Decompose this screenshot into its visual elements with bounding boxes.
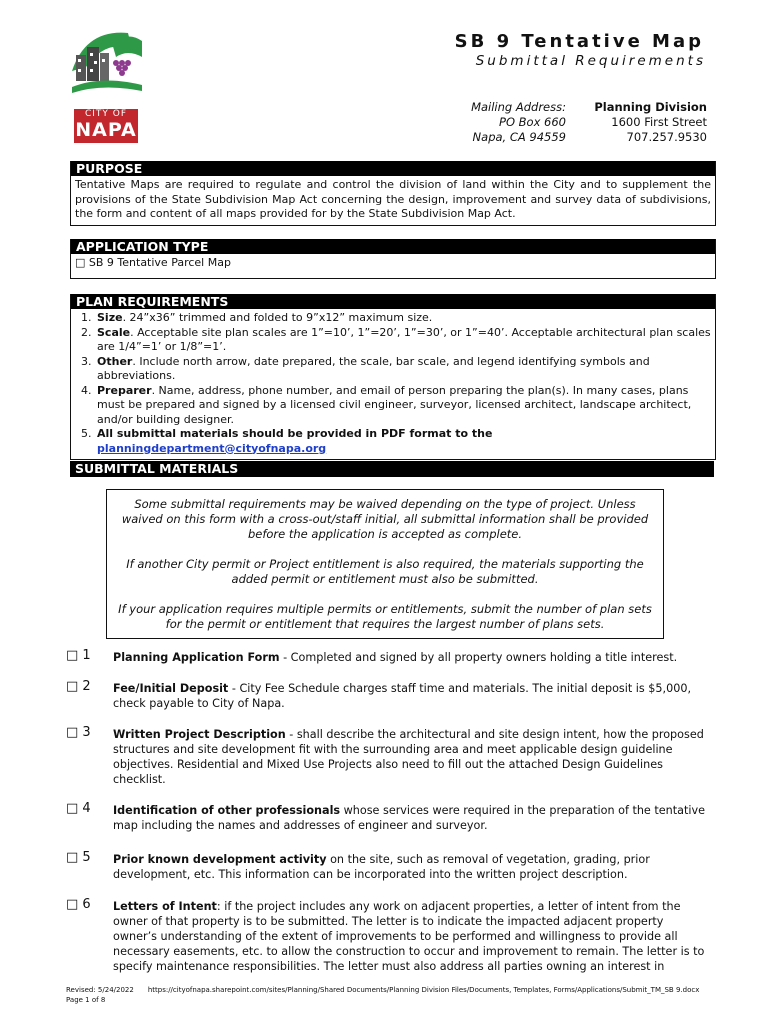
submittal-materials-heading: SUBMITTAL MATERIALS: [70, 461, 714, 477]
page-number: Page 1 of 8: [66, 996, 106, 1004]
submittal-checkbox[interactable]: □ 6: [66, 897, 91, 912]
submittal-checkbox[interactable]: □ 5: [66, 850, 91, 865]
plan-item: 2. Scale. Acceptable site plan scales are 1”=10’, 1”=20’, 1”=30’, or 1”=40’. Acceptable architectural plan scales are 1/4”=1’ or 1/8”=1’.: [95, 326, 711, 355]
division-name: Planning Division: [594, 100, 707, 114]
logo-napa: NAPA: [75, 119, 137, 141]
document-path: https://cityofnapa.sharepoint.com/sites/Planning/Shared Documents/Planning Division Files/Documents, Templates, Forms/Applications/Submit_TM_SB 9.docx: [147, 986, 700, 994]
application-option-sb9[interactable]: □ SB 9 Tentative Parcel Map: [75, 256, 231, 269]
note-waiver: Some submittal requirements may be waived depending on the type of project. Unless waived on this form with a cross-out/staff initial, all submittal information shall be provided before the application is accepted as complete.: [121, 497, 649, 541]
plan-item: 4. Preparer. Name, address, phone number, and email of person preparing the plan(s). In many cases, plans must be prepared and signed by a licensed civil engineer, surveyor, licensed architect, landscape architect, and/or building designer.: [95, 384, 711, 428]
division-street: 1600 First Street: [611, 115, 707, 129]
purpose-section: [70, 161, 716, 226]
application-type-heading: APPLICATION TYPE: [71, 239, 715, 254]
submittal-checkbox[interactable]: □ 3: [66, 725, 91, 740]
page-footer: [66, 985, 716, 1005]
mailing-label: Mailing Address:: [471, 100, 566, 114]
plan-requirements-list: [73, 311, 711, 456]
purpose-text: Tentative Maps are required to regulate and control the division of land within the City and to supplement the provisions of the State Subdivision Map Act concerning the design, improvement and survey data of subdivisions, the form and content of all maps provided for by the State Subdivision Map Act.: [75, 178, 711, 220]
plan-item: 3. Other. Include north arrow, date prepared, the scale, bar scale, and legend identifying symbols and abbreviations.: [95, 355, 711, 384]
submittal-note-box: [106, 489, 664, 639]
application-type-section: [70, 239, 716, 279]
submittal-checkbox[interactable]: □ 2: [66, 679, 91, 694]
page-title: SB 9 Tentative Map: [454, 31, 704, 52]
plan-requirements-section: [70, 294, 716, 460]
submittal-checkbox[interactable]: □ 1: [66, 648, 91, 663]
note-multiple-permits: If your application requires multiple permits or entitlements, submit the number of plan sets for the permit or entitlement that requires the largest number of plans sets.: [118, 602, 652, 631]
mailing-address: [471, 100, 566, 145]
mailing-po-box: PO Box 660: [499, 115, 566, 129]
plan-item: 1. Size. 24”x36” trimmed and folded to 9”x12” maximum size.: [95, 311, 711, 326]
purpose-heading: PURPOSE: [71, 161, 715, 176]
city-of-napa-logo: [72, 27, 142, 145]
revised-date: Revised: 5/24/2022: [66, 986, 134, 994]
note-additional-permit: If another City permit or Project entitlement is also required, the materials supporting the added permit or entitlement must also be submitted.: [126, 557, 644, 586]
plan-requirements-heading: PLAN REQUIREMENTS: [71, 294, 715, 309]
logo-city-of: CITY OF: [84, 109, 128, 119]
page-subtitle: Submittal Requirements: [475, 53, 706, 69]
division-phone: 707.257.9530: [626, 130, 707, 144]
submittal-checkbox[interactable]: □ 4: [66, 801, 91, 816]
plan-item: 5. All submittal materials should be provided in PDF format to the planningdepartment@cityofnapa.org: [95, 427, 711, 456]
mailing-city: Napa, CA 94559: [472, 130, 566, 144]
planning-division-address: [594, 100, 707, 145]
planning-email-link[interactable]: planningdepartment@cityofnapa.org: [97, 441, 327, 455]
